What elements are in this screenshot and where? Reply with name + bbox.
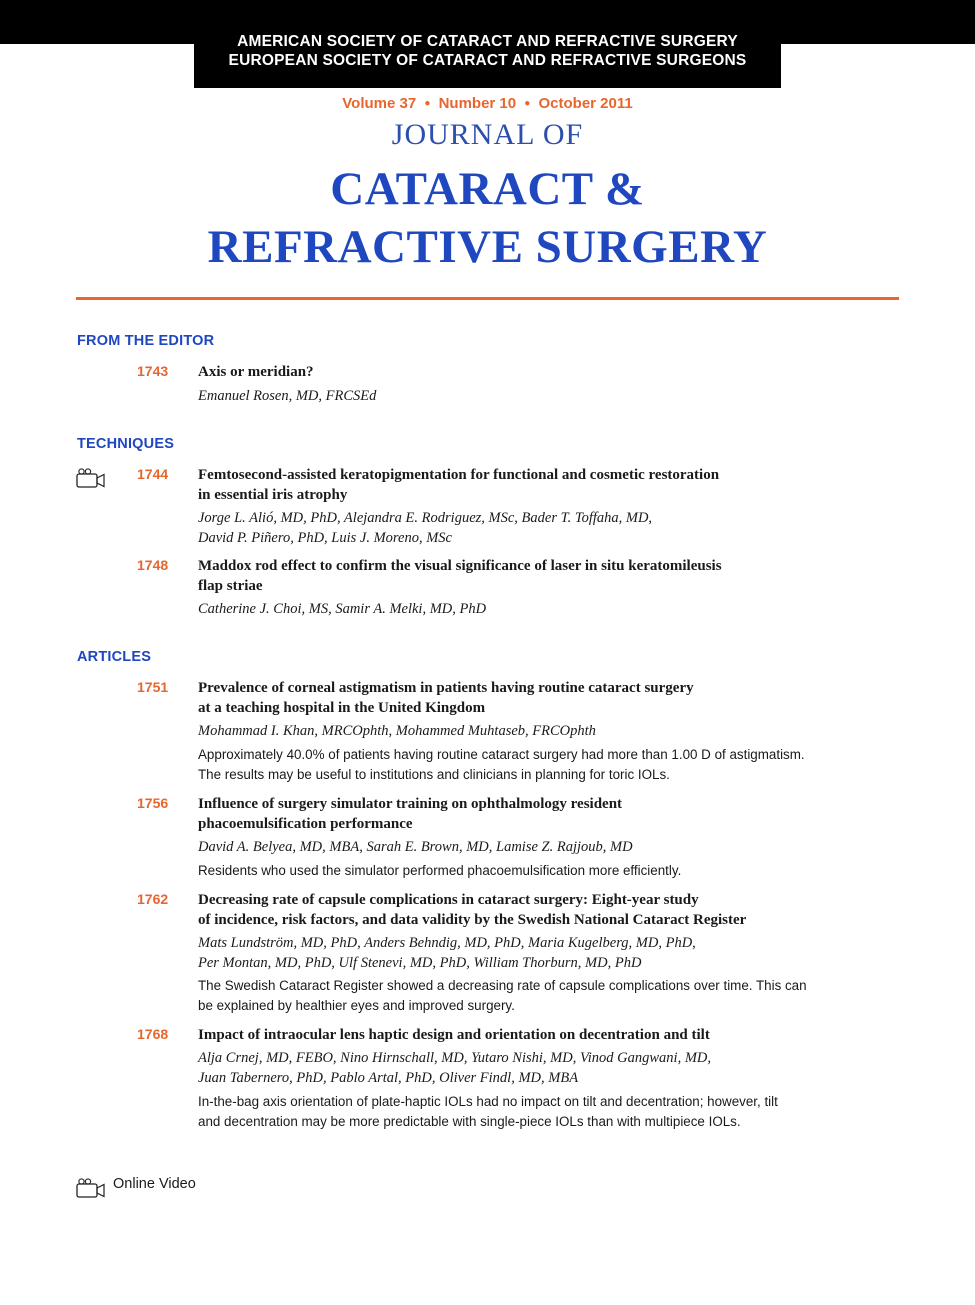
volume: Volume 37 — [342, 95, 417, 112]
section-heading-techniques: TECHNIQUES — [77, 436, 175, 452]
article-title[interactable]: Maddox rod effect to confirm the visual significance of laser in situ keratomileusis flap striae — [198, 558, 722, 594]
separator-dot: ● — [524, 98, 531, 109]
page-number[interactable]: 1744 — [137, 466, 169, 482]
page-number[interactable]: 1743 — [137, 363, 169, 379]
online-video-legend: Online Video — [113, 1176, 196, 1192]
page-number[interactable]: 1751 — [137, 679, 169, 695]
society-banner — [194, 30, 781, 88]
page-number[interactable]: 1768 — [137, 1026, 169, 1042]
article-title[interactable]: Impact of intraocular lens haptic design and orientation on decentration and tilt — [198, 1027, 710, 1043]
number: Number 10 — [438, 95, 517, 112]
article-title[interactable]: Decreasing rate of capsule complications in cataract surgery: Eight-year study of incidence, risk factors, and data validity by the Swedish National Cataract Register — [198, 892, 747, 928]
article-authors: Mohammad I. Khan, MRCOphth, Mohammed Muhtaseb, FRCOphth — [198, 723, 596, 739]
page-number[interactable]: 1748 — [137, 557, 169, 573]
video-camera-icon — [76, 1178, 106, 1200]
article-authors: Alja Crnej, MD, FEBO, Nino Hirnschall, MD, Yutaro Nishi, MD, Vinod Gangwani, MD, Juan Tabernero, PhD, Pablo Artal, PhD, Oliver Findl, MD, MBA — [198, 1050, 712, 1086]
society-line-2: EUROPEAN SOCIETY OF CATARACT AND REFRACTIVE SURGEONS — [228, 52, 747, 69]
article-authors: Emanuel Rosen, MD, FRCSEd — [198, 388, 377, 404]
orange-divider — [76, 297, 899, 300]
article-authors: Catherine J. Choi, MS, Samir A. Melki, MD, PhD — [198, 601, 487, 617]
separator-dot: ● — [424, 98, 431, 109]
article-title[interactable]: Femtosecond-assisted keratopigmentation for functional and cosmetic restoration in essential iris atrophy — [198, 467, 720, 503]
journal-title-line-1: CATARACT & — [330, 163, 645, 215]
journal-title-line-2: REFRACTIVE SURGERY — [207, 221, 768, 273]
section-heading-articles: ARTICLES — [77, 649, 152, 665]
article-summary: Residents who used the simulator performed phacoemulsification more efficiently. — [198, 863, 682, 878]
society-line-1: AMERICAN SOCIETY OF CATARACT AND REFRACTIVE SURGERY — [237, 33, 738, 50]
article-summary: In-the-bag axis orientation of plate-haptic IOLs had no impact on tilt and decentration; however, tilt and decentration may be more predictable with single-piece IOLs than with multipiece IOLs. — [198, 1094, 778, 1129]
journal-of-label: JOURNAL OF — [391, 118, 584, 151]
article-title[interactable]: Axis or meridian? — [198, 364, 314, 380]
page-number[interactable]: 1762 — [137, 891, 169, 907]
issue-info — [0, 95, 975, 112]
article-authors: Jorge L. Alió, MD, PhD, Alejandra E. Rodriguez, MSc, Bader T. Toffaha, MD, David P. Piñero, PhD, Luis J. Moreno, MSc — [198, 510, 653, 546]
article-summary: The Swedish Cataract Register showed a decreasing rate of capsule complications over time. This can be explained by healthier eyes and improved surgery. — [198, 978, 807, 1013]
issue-date: October 2011 — [538, 95, 633, 112]
article-title[interactable]: Prevalence of corneal astigmatism in patients having routine cataract surgery at a teaching hospital in the United Kingdom — [198, 680, 694, 716]
page-number[interactable]: 1756 — [137, 795, 169, 811]
article-title[interactable]: Influence of surgery simulator training on ophthalmology resident phacoemulsification performance — [198, 796, 623, 832]
video-camera-icon — [76, 468, 106, 490]
section-heading-editor: FROM THE EDITOR — [77, 333, 215, 349]
article-summary: Approximately 40.0% of patients having routine cataract surgery had more than 1.00 D of astigmatism. The results may be useful to institutions and clinicians in planning for toric IOLs. — [198, 747, 805, 782]
article-authors: Mats Lundström, MD, PhD, Anders Behndig, MD, PhD, Maria Kugelberg, MD, PhD, Per Montan, MD, PhD, Ulf Stenevi, MD, PhD, William Thorburn, MD, PhD — [198, 935, 696, 971]
article-authors: David A. Belyea, MD, MBA, Sarah E. Brown, MD, Lamise Z. Rajjoub, MD — [198, 839, 633, 855]
